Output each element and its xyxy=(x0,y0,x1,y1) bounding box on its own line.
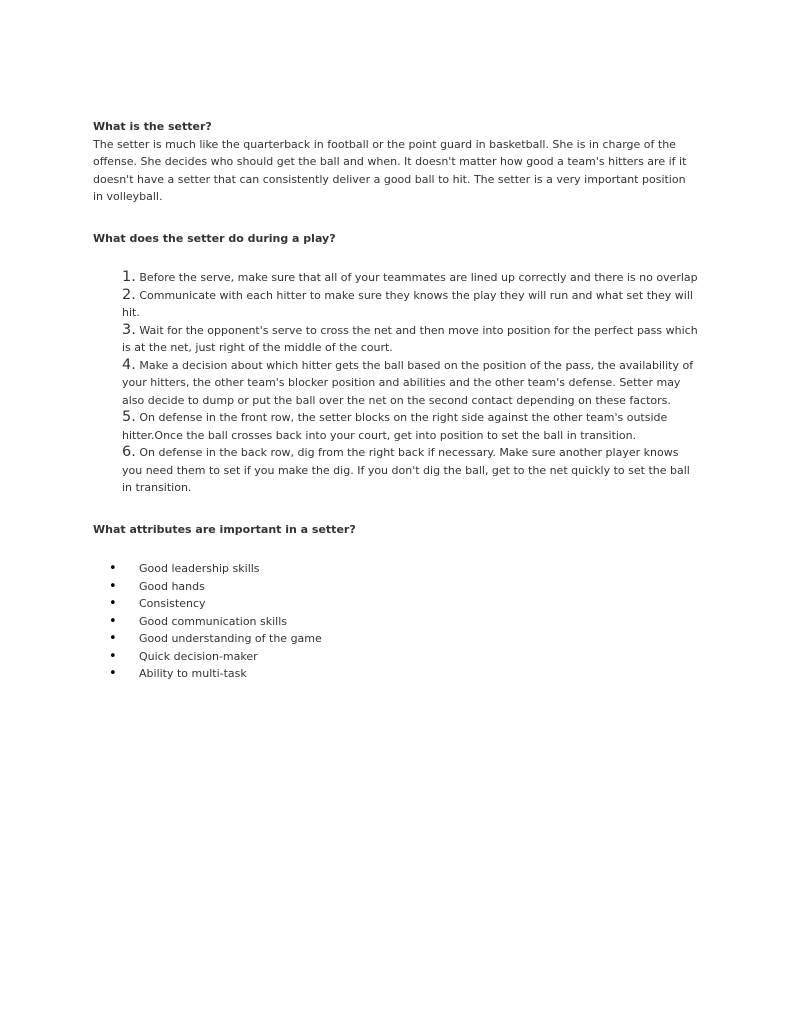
section-body-what-is-setter: The setter is much like the quarterback in football or the point guard in basketball. She is in charge of the offense. She decides who should get the ball and when. It doesn't matter how good a team's hitters are if it doesn't have a setter that can consistently deliver a good ball to hit. The setter is a very important position in volleyball. xyxy=(93,137,687,203)
list-item-number: 3. xyxy=(122,321,136,338)
list-item xyxy=(93,665,698,683)
list-item xyxy=(93,560,698,578)
section-heading-setter-duties: What does the setter do during a play? xyxy=(93,231,336,245)
list-item-text: Good understanding of the game xyxy=(139,632,322,645)
list-item xyxy=(93,595,698,613)
list-item-text: Communicate with each hitter to make sure they knows the play they will run and what set they will hit. xyxy=(122,288,693,319)
document-page xyxy=(93,118,698,683)
list-item-number: 6. xyxy=(122,444,136,460)
list-item-text: Good hands xyxy=(139,579,205,593)
setter-attributes-list xyxy=(93,560,698,683)
bullet-icon: • xyxy=(109,666,117,681)
list-item-number: 1. xyxy=(122,269,136,285)
bullet-icon: • xyxy=(109,561,117,576)
list-item-text: Before the serve, make sure that all of your teammates are lined up correctly and there is no overlap xyxy=(139,271,698,284)
list-item xyxy=(93,578,698,596)
list-item xyxy=(122,269,698,287)
bullet-icon: • xyxy=(109,596,117,611)
list-item-number: 2. xyxy=(122,286,136,303)
bullet-icon: • xyxy=(109,578,117,594)
list-item-text: Ability to multi-task xyxy=(139,667,247,680)
list-item-text: On defense in the front row, the setter blocks on the right side against the other team's outside hitter.Once the ball crosses back into your court, get into position to set the ball in transition. xyxy=(122,411,668,442)
bullet-icon: • xyxy=(109,648,117,664)
list-item-text: Make a decision about which hitter gets the ball based on the position of the pass, the availability of your hitters, the other team's blocker position and abilities and the other team's defense. Setter may also decide to dump or put the ball over the net on the second contact depending on these factors. xyxy=(122,358,694,407)
list-item-text: Good leadership skills xyxy=(139,562,260,575)
list-item xyxy=(93,630,698,648)
list-item-text: On defense in the back row, dig from the right back if necessary. Make sure another player knows you need them to set if you make the dig. If you don't dig the ball, get to the net quickly to set the ball in transition. xyxy=(122,446,690,494)
list-item xyxy=(122,357,698,410)
list-item-number: 5. xyxy=(122,409,136,425)
list-item xyxy=(122,409,698,444)
list-item-text: Wait for the opponent's serve to cross the net and then move into position for the perfect pass which is at the net, just right of the middle of the court. xyxy=(122,323,698,354)
list-item xyxy=(93,613,698,631)
setter-steps-list xyxy=(122,269,698,497)
list-item-text: Quick decision-maker xyxy=(139,649,258,663)
bullet-icon: • xyxy=(109,613,117,629)
bullet-icon: • xyxy=(109,631,117,646)
list-item xyxy=(122,287,698,322)
list-item xyxy=(93,648,698,666)
list-item-number: 4. xyxy=(122,356,136,373)
list-item-text: Consistency xyxy=(139,597,206,610)
section-heading-what-is-setter: What is the setter? xyxy=(93,120,212,133)
list-item-text: Good communication skills xyxy=(139,614,288,628)
list-item xyxy=(122,322,698,357)
section-heading-setter-attributes: What attributes are important in a setter? xyxy=(93,522,356,536)
list-item xyxy=(122,444,698,497)
